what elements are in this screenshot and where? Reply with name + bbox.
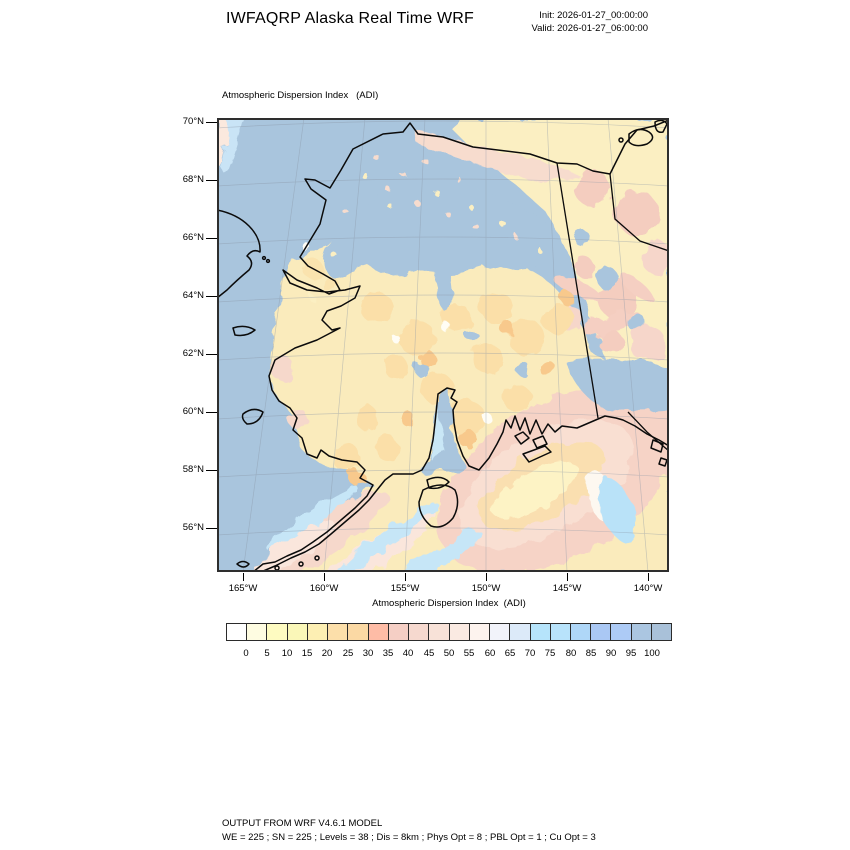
colorbar-cell bbox=[571, 624, 591, 640]
colorbar-tick-label: 0 bbox=[243, 648, 249, 659]
colorbar-cell bbox=[551, 624, 571, 640]
colorbar-tick-label: 30 bbox=[362, 648, 374, 659]
colorbar-tick-label: 65 bbox=[504, 648, 516, 659]
colorbar-tick-label: 55 bbox=[463, 648, 475, 659]
lat-tick-label: 62°N bbox=[182, 348, 204, 359]
colorbar-tick-label: 15 bbox=[301, 648, 313, 659]
colorbar-cell bbox=[389, 624, 409, 640]
colorbar-title: Atmospheric Dispersion Index (ADI) bbox=[372, 598, 526, 609]
colorbar-cell bbox=[591, 624, 611, 640]
lat-tick-label: 56°N bbox=[182, 522, 204, 533]
lat-tick-label: 68°N bbox=[182, 174, 204, 185]
colorbar-tick-label: 60 bbox=[484, 648, 496, 659]
colorbar-tick-label: 10 bbox=[281, 648, 293, 659]
colorbar-cell bbox=[308, 624, 328, 640]
colorbar-tick-label: 50 bbox=[443, 648, 455, 659]
lat-tick-label: 58°N bbox=[182, 464, 204, 475]
lon-tick-label: 150°W bbox=[471, 583, 501, 594]
tick-mark bbox=[567, 573, 568, 581]
colorbar-cell bbox=[328, 624, 348, 640]
colorbar-cell bbox=[652, 624, 671, 640]
lon-tick-label: 145°W bbox=[552, 583, 582, 594]
tick-mark bbox=[206, 296, 217, 297]
colorbar-cell bbox=[490, 624, 510, 640]
colorbar-tick-label: 40 bbox=[402, 648, 414, 659]
colorbar-tick-label: 95 bbox=[625, 648, 637, 659]
tick-mark bbox=[486, 573, 487, 581]
colorbar-tick-label: 20 bbox=[321, 648, 333, 659]
colorbar-cell bbox=[348, 624, 368, 640]
colorbar-cell bbox=[429, 624, 449, 640]
colorbar-tick-label: 70 bbox=[524, 648, 536, 659]
tick-mark bbox=[206, 528, 217, 529]
tick-mark bbox=[206, 122, 217, 123]
colorbar-tick-label: 25 bbox=[342, 648, 354, 659]
valid-timestamp: Valid: 2026-01-27_06:00:00 bbox=[531, 23, 648, 34]
colorbar-cell bbox=[632, 624, 652, 640]
init-timestamp: Init: 2026-01-27_00:00:00 bbox=[539, 10, 648, 21]
page-title: IWFAQRP Alaska Real Time WRF bbox=[225, 10, 475, 27]
lat-tick-label: 66°N bbox=[182, 232, 204, 243]
tick-mark bbox=[324, 573, 325, 581]
tick-mark bbox=[206, 180, 217, 181]
footer-config-line: WE = 225 ; SN = 225 ; Levels = 38 ; Dis = 8km ; Phys Opt = 8 ; PBL Opt = 1 ; Cu Opt = 3 bbox=[222, 831, 596, 843]
map-panel-title: Atmospheric Dispersion Index (ADI) bbox=[222, 90, 379, 101]
colorbar-cell bbox=[470, 624, 490, 640]
tick-mark bbox=[648, 573, 649, 581]
tick-mark bbox=[243, 573, 244, 581]
lon-tick-label: 160°W bbox=[309, 583, 339, 594]
colorbar-tick-label: 45 bbox=[423, 648, 435, 659]
lon-tick-label: 140°W bbox=[633, 583, 663, 594]
footer-annotations bbox=[222, 817, 596, 844]
lon-tick-label: 155°W bbox=[390, 583, 420, 594]
tick-mark bbox=[206, 470, 217, 471]
tick-mark bbox=[405, 573, 406, 581]
lon-tick-label: 165°W bbox=[228, 583, 258, 594]
colorbar-cell bbox=[288, 624, 308, 640]
alaska-adi-map bbox=[217, 118, 669, 572]
colorbar-tick-label: 75 bbox=[544, 648, 556, 659]
colorbar-cell bbox=[227, 624, 247, 640]
tick-mark bbox=[206, 354, 217, 355]
colorbar-cell bbox=[450, 624, 470, 640]
colorbar-cell bbox=[247, 624, 267, 640]
colorbar-tick-label: 100 bbox=[644, 648, 660, 659]
lat-tick-label: 70°N bbox=[182, 116, 204, 127]
footer-model-line: OUTPUT FROM WRF V4.6.1 MODEL bbox=[222, 818, 383, 829]
colorbar-tick-label: 90 bbox=[605, 648, 617, 659]
colorbar-tick-label: 85 bbox=[585, 648, 597, 659]
colorbar-cell bbox=[267, 624, 287, 640]
colorbar-cell bbox=[409, 624, 429, 640]
colorbar-cell bbox=[531, 624, 551, 640]
colorbar-tick-label: 80 bbox=[565, 648, 577, 659]
colorbar-tick-label: 5 bbox=[264, 648, 270, 659]
colorbar-cell bbox=[611, 624, 631, 640]
colorbar-cell bbox=[510, 624, 530, 640]
colorbar bbox=[226, 623, 672, 641]
lat-tick-label: 60°N bbox=[182, 406, 204, 417]
colorbar-tick-label: 35 bbox=[382, 648, 394, 659]
lat-tick-label: 64°N bbox=[182, 290, 204, 301]
run-timestamps bbox=[400, 9, 648, 35]
tick-mark bbox=[206, 238, 217, 239]
tick-mark bbox=[206, 412, 217, 413]
colorbar-cell bbox=[369, 624, 389, 640]
